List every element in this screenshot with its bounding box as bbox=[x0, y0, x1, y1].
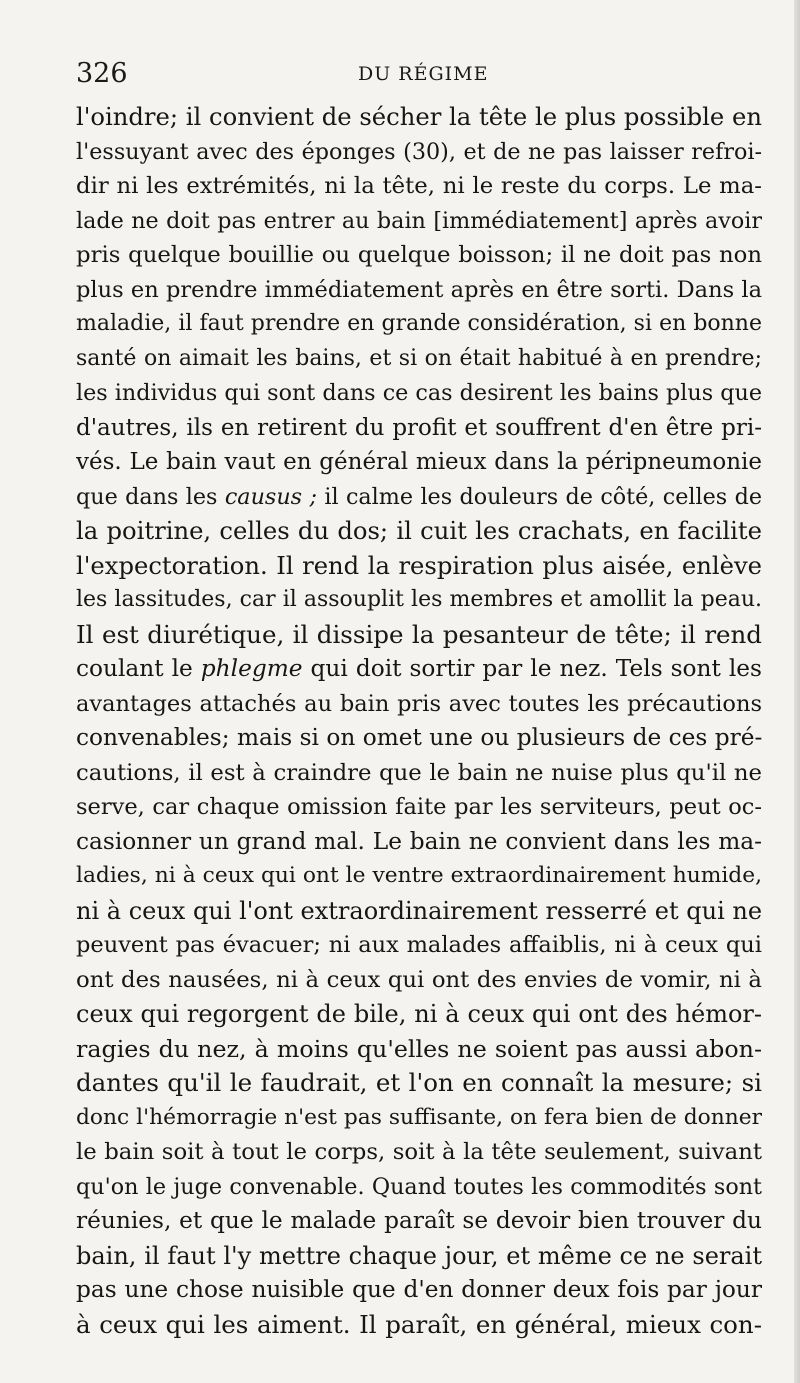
italic-term-phlegme: phlegme bbox=[200, 655, 303, 682]
text-line: ni à ceux qui l'ont extraordinairement resserré et qui ne bbox=[76, 896, 762, 925]
text-line: le bain soit à tout le corps, soit à la tête seulement, suivant bbox=[76, 1139, 762, 1165]
text-line: réunies, et que le malade paraît se devoir bien trouver du bbox=[76, 1207, 762, 1234]
text-line: serve, car chaque omission faite par les serviteurs, peut oc- bbox=[76, 794, 762, 820]
text-line: avantages attachés au bain pris avec toutes les précautions bbox=[76, 690, 762, 717]
running-head bbox=[76, 56, 762, 92]
text-line: ont des nausées, ni à ceux qui ont des envies de vomir, ni à bbox=[76, 966, 762, 993]
italic-term-causus: causus ; bbox=[224, 483, 317, 510]
text-line: l'expectoration. Il rend la respiration plus aisée, enlève bbox=[76, 550, 762, 580]
text-line: ragies du nez, à moins qu'elles ne soient pas aussi abon- bbox=[76, 1034, 762, 1063]
text-line: l'oindre; il convient de sécher la tête le plus possible en bbox=[76, 102, 762, 131]
text-line: Il est diurétique, il dissipe la pesanteur de tête; il rend bbox=[76, 619, 762, 649]
body-text bbox=[76, 100, 762, 1342]
text-line: pas une chose nuisible que d'en donner deux fois par jour bbox=[76, 1276, 762, 1303]
text-line: vés. Le bain vaut en général mieux dans la péripneumonie bbox=[76, 449, 762, 475]
text-line: qu'on le juge convenable. Quand toutes les commodités sont bbox=[76, 1173, 762, 1200]
text-line: ceux qui regorgent de bile, ni à ceux qui ont des hémor- bbox=[76, 1000, 762, 1028]
text-line: santé on aimait les bains, et si on était habitué à en prendre; bbox=[76, 345, 762, 371]
text-line: la poitrine, celles du dos; il cuit les crachats, en facilite bbox=[76, 516, 762, 545]
text-line: dir ni les extrémités, ni la tête, ni le reste du corps. Le ma- bbox=[76, 173, 762, 199]
text-line: donc l'hémorragie n'est pas suffisante, on fera bien de donner bbox=[76, 1104, 762, 1130]
text-line: bain, il faut l'y mettre chaque jour, et même ce ne serait bbox=[76, 1241, 762, 1270]
text-line: les individus qui sont dans ce cas desirent les bains plus que bbox=[76, 380, 762, 406]
text-line: convenables; mais si on omet une ou plusieurs de ces pré- bbox=[76, 724, 762, 751]
text-line: plus en prendre immédiatement après en être sorti. Dans la bbox=[76, 276, 762, 303]
text-line: à ceux qui les aiment. Il paraît, en général, mieux con- bbox=[76, 1309, 762, 1339]
text-line: ladies, ni à ceux qui ont le ventre extraordinairement humide, bbox=[76, 863, 762, 888]
text-line: dantes qu'il le faudrait, et l'on en connaît la mesure; si bbox=[76, 1068, 762, 1097]
page-edge-shadow bbox=[794, 0, 800, 1383]
text-segment: que dans les bbox=[76, 483, 225, 510]
text-line bbox=[76, 480, 762, 515]
text-segment: qui doit sortir par le nez. Tels sont les bbox=[302, 655, 762, 682]
text-line: l'essuyant avec des éponges (30), et de ne pas laisser refroi- bbox=[76, 138, 762, 165]
text-line bbox=[76, 652, 762, 687]
running-title: DU RÉGIME bbox=[358, 63, 489, 85]
text-line: lade ne doit pas entrer au bain [immédiatement] après avoir bbox=[76, 207, 762, 234]
text-line: maladie, il faut prendre en grande considération, si en bonne bbox=[76, 311, 762, 336]
text-line: d'autres, ils en retirent du profit et souffrent d'en être pri- bbox=[76, 414, 762, 441]
text-line: cautions, il est à craindre que le bain ne nuise plus qu'il ne bbox=[76, 759, 762, 786]
text-line: peuvent pas évacuer; ni aux malades affaiblis, ni à ceux qui bbox=[76, 932, 762, 958]
text-segment: coulant le bbox=[76, 655, 201, 682]
text-line: casionner un grand mal. Le bain ne convient dans les ma- bbox=[76, 827, 762, 855]
page-number: 326 bbox=[76, 58, 128, 89]
text-segment: il calme les douleurs de côté, celles de bbox=[316, 483, 762, 510]
text-line: les lassitudes, car il assouplit les membres et amollit la peau. bbox=[76, 587, 762, 612]
text-line: pris quelque bouillie ou quelque boisson; il ne doit pas non bbox=[76, 242, 762, 268]
